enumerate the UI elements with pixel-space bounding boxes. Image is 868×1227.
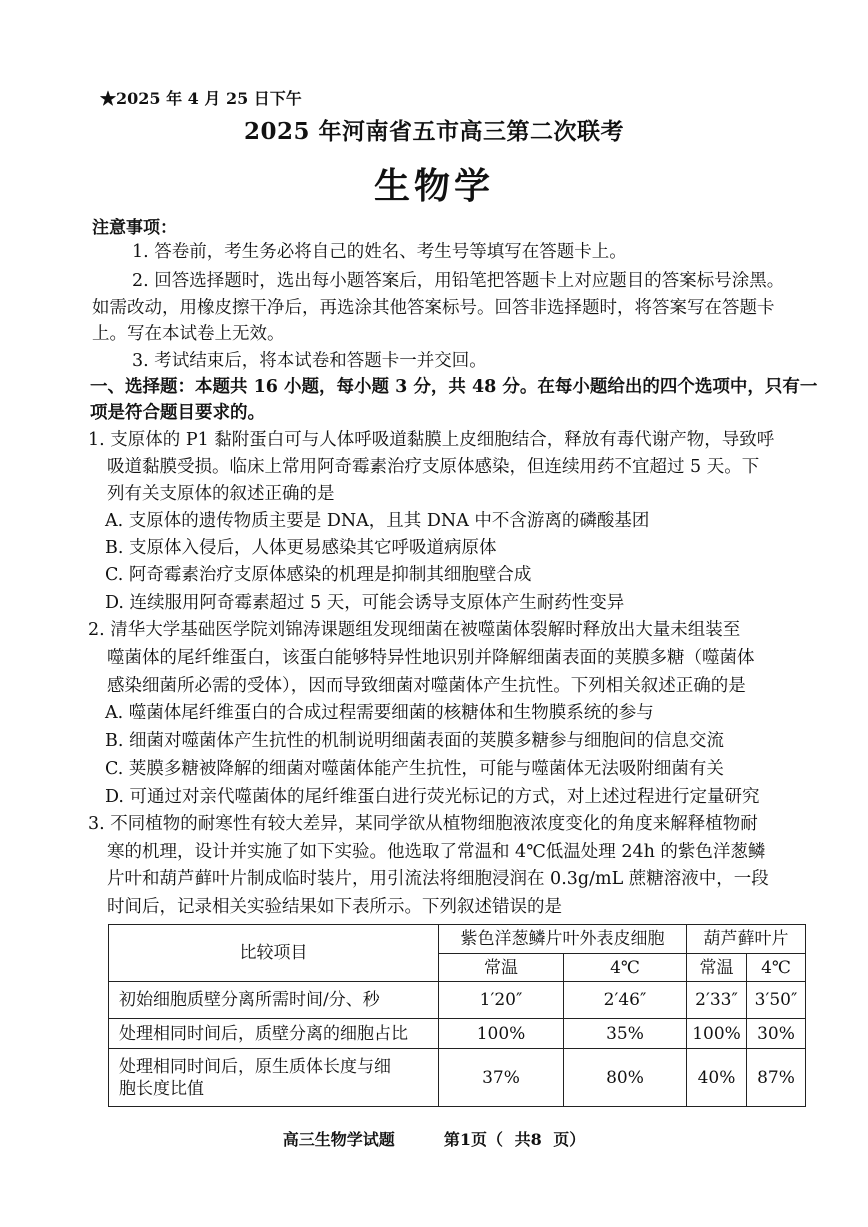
question-2-option-a: A. 噬菌体尾纤维蛋白的合成过程需要细菌的核糖体和生物膜系统的参与 bbox=[105, 703, 654, 723]
table-cell: 87% bbox=[747, 1049, 806, 1107]
question-2-option-c: C. 荚膜多糖被降解的细菌对噬菌体能产生抗性，可能与噬菌体无法吸附细菌有关 bbox=[105, 759, 724, 779]
table-row-label: 处理相同时间后，质壁分离的细胞占比 bbox=[109, 1019, 439, 1049]
table-cell: 100% bbox=[687, 1019, 747, 1049]
notice-line: 上。写在本试卷上无效。 bbox=[92, 324, 285, 344]
table-cell: 35% bbox=[564, 1019, 687, 1049]
question-3-stem: 时间后，记录相关实验结果如下表所示。下列叙述错误的是 bbox=[107, 897, 562, 917]
table-cell: 30% bbox=[747, 1019, 806, 1049]
question-3-stem: 片叶和葫芦藓叶片制成临时装片，用引流法将细胞浸润在 0.3g/mL 蔗糖溶液中，一段 bbox=[107, 869, 769, 889]
question-1-option-a: A. 支原体的遗传物质主要是 DNA，且其 DNA 中不含游离的磷酸基团 bbox=[105, 511, 650, 531]
table-cell: 40% bbox=[687, 1049, 747, 1107]
question-1-option-c: C. 阿奇霉素治疗支原体感染的机理是抑制其细胞壁合成 bbox=[105, 565, 532, 585]
question-1-stem: 列有关支原体的叙述正确的是 bbox=[107, 484, 335, 504]
section-heading: 一、选择题：本题共 16 小题，每小题 3 分，共 48 分。在每小题给出的四个选项中，只有一 bbox=[90, 377, 818, 397]
question-2-option-b: B. 细菌对噬菌体产生抗性的机制说明细菌表面的荚膜多糖参与细胞间的信息交流 bbox=[105, 731, 724, 751]
question-2-stem: 感染细菌所必需的受体），因而导致细菌对噬菌体产生抗性。下列相关叙述正确的是 bbox=[107, 676, 746, 696]
table-subheader: 4℃ bbox=[747, 954, 806, 982]
question-3-stem: 寒的机理，设计并实施了如下实验。他选取了常温和 4℃低温处理 24h 的紫色洋葱鳞 bbox=[107, 842, 766, 862]
table-subheader: 常温 bbox=[687, 954, 747, 982]
question-1-option-d: D. 连续服用阿奇霉素超过 5 天，可能会诱导支原体产生耐药性变异 bbox=[105, 593, 625, 613]
table-row-label: 初始细胞质壁分离所需时间/分、秒 bbox=[109, 982, 439, 1019]
table-cell: 3′50″ bbox=[747, 982, 806, 1019]
notice-heading: 注意事项： bbox=[92, 218, 177, 238]
table-row-label bbox=[109, 1049, 439, 1107]
question-2-stem: 噬菌体的尾纤维蛋白，该蛋白能够特异性地识别并降解细菌表面的荚膜多糖（噬菌体 bbox=[107, 648, 755, 668]
table-row bbox=[109, 982, 806, 1019]
notice-line: 2. 回答选择题时，选出每小题答案后，用铅笔把答题卡上对应题目的答案标号涂黑。 bbox=[132, 271, 785, 291]
table-cell: 2′33″ bbox=[687, 982, 747, 1019]
table-cell: 100% bbox=[439, 1019, 564, 1049]
table-row bbox=[109, 1019, 806, 1049]
subject-title: 生物学 bbox=[373, 165, 494, 207]
question-2-option-d: D. 可通过对亲代噬菌体的尾纤维蛋白进行荧光标记的方式，对上述过程进行定量研究 bbox=[105, 787, 760, 807]
table-subheader: 4℃ bbox=[564, 954, 687, 982]
comparison-table bbox=[108, 924, 806, 1107]
table-row-label-line: 处理相同时间后，原生质体长度与细 bbox=[119, 1056, 391, 1077]
table-group-header-moss: 葫芦藓叶片 bbox=[687, 925, 806, 954]
table-cell: 37% bbox=[439, 1049, 564, 1107]
question-1-stem: 吸道黏膜受损。临床上常用阿奇霉素治疗支原体感染，但连续用药不宜超过 5 天。下 bbox=[107, 457, 760, 477]
table-group-header-onion: 紫色洋葱鳞片叶外表皮细胞 bbox=[439, 925, 687, 954]
footer-page-number: 第1页（ 共8 页） bbox=[443, 1130, 586, 1149]
question-1-option-b: B. 支原体入侵后，人体更易感染其它呼吸道病原体 bbox=[105, 538, 497, 558]
table-corner-header: 比较项目 bbox=[109, 925, 439, 982]
section-heading-cont: 项是符合题目要求的。 bbox=[90, 403, 265, 423]
footer-exam-name: 高三生物学试题 bbox=[282, 1130, 395, 1149]
notice-line: 如需改动，用橡皮擦干净后，再选涂其他答案标号。回答非选择题时，将答案写在答题卡 bbox=[92, 298, 775, 318]
exam-date: ★2025 年 4 月 25 日下午 bbox=[100, 89, 302, 108]
notice-line: 3. 考试结束后，将本试卷和答题卡一并交回。 bbox=[132, 351, 487, 371]
table-row-label-line: 胞长度比值 bbox=[119, 1078, 204, 1099]
table-row bbox=[109, 1049, 806, 1107]
table-subheader: 常温 bbox=[439, 954, 564, 982]
table-cell: 80% bbox=[564, 1049, 687, 1107]
exam-title: 2025 年河南省五市高三第二次联考 bbox=[243, 118, 625, 145]
table-cell: 1′20″ bbox=[439, 982, 564, 1019]
page-footer bbox=[0, 1127, 868, 1150]
table-cell: 2′46″ bbox=[564, 982, 687, 1019]
question-3-stem: 3. 不同植物的耐寒性有较大差异，某同学欲从植物细胞液浓度变化的角度来解释植物耐 bbox=[88, 814, 758, 834]
question-1-stem: 1. 支原体的 P1 黏附蛋白可与人体呼吸道黏膜上皮细胞结合，释放有毒代谢产物，导致呼 bbox=[88, 430, 775, 450]
question-2-stem: 2. 清华大学基础医学院刘锦涛课题组发现细菌在被噬菌体裂解时释放出大量未组装至 bbox=[88, 620, 741, 640]
notice-line: 1. 答卷前，考生务必将自己的姓名、考生号等填写在答题卡上。 bbox=[132, 242, 627, 262]
